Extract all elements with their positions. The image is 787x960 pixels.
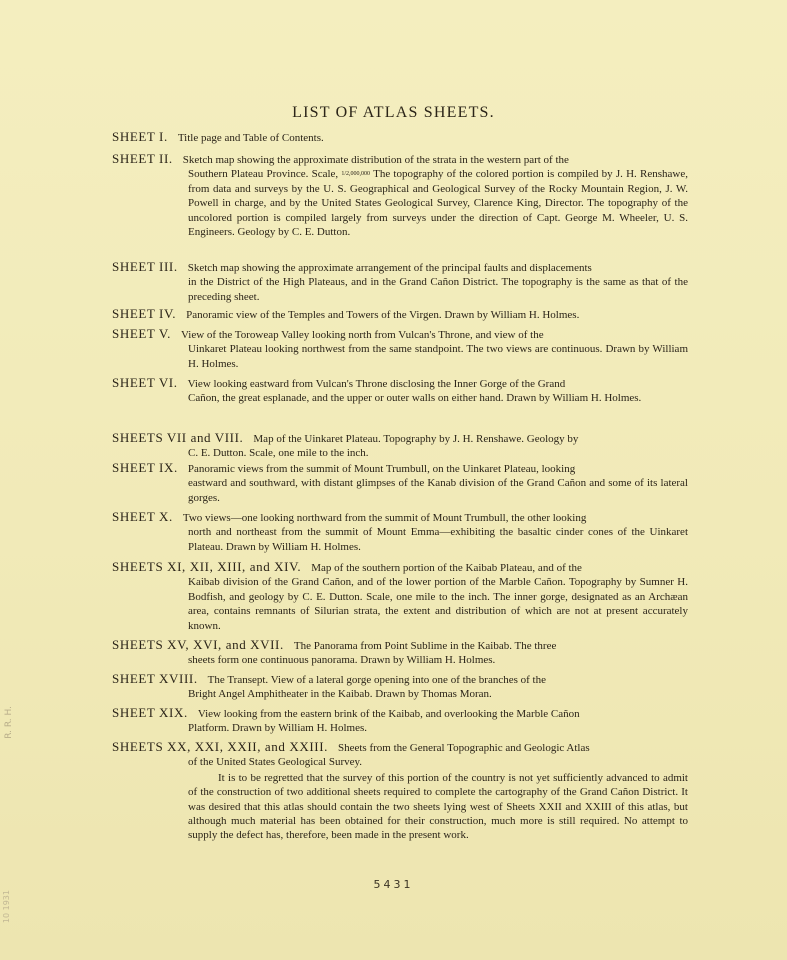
entry-label: SHEETS XX, XXI, XXII, and XXIII.	[112, 739, 328, 754]
entry-sheets-11-14	[112, 560, 688, 633]
entry-label: SHEET XVIII.	[112, 671, 198, 686]
entry-text: Sketch map showing the approximate arrangement of the principal faults and displacements	[187, 262, 592, 274]
entry-text: The topography of the colored portion is compiled by J. H. Renshawe, from data and surveys by the U. S. Geographical and Geological Survey of the Rocky Mountain Region, J. W. Powell in charge, and by the United States Geological Survey, Clarence King, Director. The topography of the uncolored portion is compiled largely from surveys under the direction of Capt. George M. Wheeler, U. S. Engineers. Geology by C. E. Dutton.	[188, 168, 688, 239]
entry-label: SHEET I.	[112, 129, 168, 144]
entry-text: of the United States Geological Survey.	[188, 756, 363, 769]
entry-label: SHEETS XV, XVI, and XVII.	[112, 637, 284, 652]
entry-sheet-18	[112, 672, 688, 702]
entry-sheets-20-23	[112, 740, 688, 843]
entry-text: Bright Angel Amphitheater in the Kaibab. Drawn by Thomas Moran.	[188, 688, 492, 701]
entry-text: Sketch map showing the approximate distribution of the strata in the western part of the	[182, 154, 569, 166]
entry-text: Title page and Table of Contents.	[177, 132, 324, 144]
entry-sheet-9	[112, 461, 688, 505]
entry-label: SHEET VI.	[112, 375, 178, 390]
entry-text: View looking from the eastern brink of the Kaibab, and overlooking the Marble Cañon	[197, 708, 580, 720]
entry-text: Kaibab division of the Grand Cañon, and of the lower portion of the Marble Cañon. Topography by Sumner H. Bodfish, and geology by C. E. Dutton. Scale, one mile to the inch. The inner gorge, designated as an Archæan area, contains remnants of Silurian strata, the extent and distribution of which are not at present accurately known.	[188, 576, 688, 632]
scale-fraction: 1/2,000,000	[341, 171, 371, 178]
entry-sheet-4	[112, 307, 688, 322]
entry-text: eastward and southward, with distant glimpses of the Kanab division of the Grand Cañon and some of its lateral gorges.	[188, 477, 688, 504]
entry-label: SHEET X.	[112, 509, 173, 524]
entry-sheets-7-8	[112, 431, 688, 461]
entry-label: SHEET V.	[112, 326, 171, 341]
entry-text: Sheets from the General Topographic and Geologic Atlas	[337, 742, 590, 754]
entry-text: Map of the southern portion of the Kaibab Plateau, and of the	[311, 562, 582, 574]
entry-label: SHEET IV.	[112, 306, 177, 321]
margin-stamp: 10 1931	[2, 890, 11, 924]
page-number: 5431	[373, 878, 414, 891]
entry-label: SHEETS VII and VIII.	[112, 430, 244, 445]
entry-sheet-5	[112, 327, 688, 371]
entry-sheet-19	[112, 706, 688, 736]
entry-sheet-2	[112, 152, 688, 239]
entry-text: Panoramic view of the Temples and Towers of the Virgen. Drawn by William H. Holmes.	[186, 309, 580, 321]
entry-sheet-1	[112, 130, 688, 145]
entry-text: C. E. Dutton. Scale, one mile to the inch.	[188, 447, 369, 460]
entry-text: View of the Toroweap Valley looking north from Vulcan's Throne, and view of the	[180, 329, 544, 341]
entry-text: sheets form one continuous panorama. Drawn by William H. Holmes.	[188, 654, 496, 667]
entry-text: Panoramic views from the summit of Mount Trumbull, on the Uinkaret Plateau, looking	[187, 463, 576, 475]
entry-text: Map of the Uinkaret Plateau. Topography by J. H. Renshawe. Geology by	[253, 433, 579, 445]
entry-label: SHEET III.	[112, 259, 178, 274]
entry-label: SHEETS XI, XII, XIII, and XIV.	[112, 559, 302, 574]
entry-text: The Panorama from Point Sublime in the Kaibab. The three	[293, 640, 557, 652]
entry-label: SHEET II.	[112, 151, 173, 166]
entry-text: Cañon, the great esplanade, and the upper or outer walls on either hand. Drawn by William H. Holmes.	[188, 392, 642, 405]
entry-text: View looking eastward from Vulcan's Throne disclosing the Inner Gorge of the Grand	[187, 378, 566, 390]
entry-note: It is to be regretted that the survey of this portion of the country is not yet sufficiently advanced to admit of the construction of two additional sheets required to complete the cartography of the Grand Cañon District. It was desired that this atlas should contain the two sheets lying west of Sheets XXII and XXIII of this atlas, but although much material has been obtained for their construction, much more is still required. No attempt to supply the defect has, therefore, been made in the present work.	[188, 771, 688, 842]
entry-sheet-10	[112, 510, 688, 554]
entry-sheets-15-17	[112, 638, 688, 668]
entry-text: north and northeast from the summit of Mount Emma—exhibiting the basaltic cinder cones of the Uinkaret Plateau. Drawn by William H. Holmes.	[188, 526, 688, 553]
entry-sheet-3	[112, 260, 688, 304]
entry-sheet-6	[112, 376, 688, 406]
entry-text: Platform. Drawn by William H. Holmes.	[188, 722, 367, 735]
entry-text: The Transept. View of a lateral gorge opening into one of the branches of the	[207, 674, 546, 686]
entry-text: Uinkaret Plateau looking northwest from the same standpoint. The two views are continuous. Drawn by William H. Holmes.	[188, 343, 688, 370]
margin-annotation: R. R. H.	[4, 706, 14, 739]
page-title: LIST OF ATLAS SHEETS.	[292, 104, 495, 121]
entry-text: Two views—one looking northward from the summit of Mount Trumbull, the other looking	[182, 512, 587, 524]
entry-text: Southern Plateau Province. Scale,	[188, 168, 339, 181]
entry-label: SHEET IX.	[112, 460, 178, 475]
entry-text: in the District of the High Plateaus, and in the Grand Cañon District. The topography is the same as that of the preceding sheet.	[188, 276, 688, 303]
entry-label: SHEET XIX.	[112, 705, 188, 720]
